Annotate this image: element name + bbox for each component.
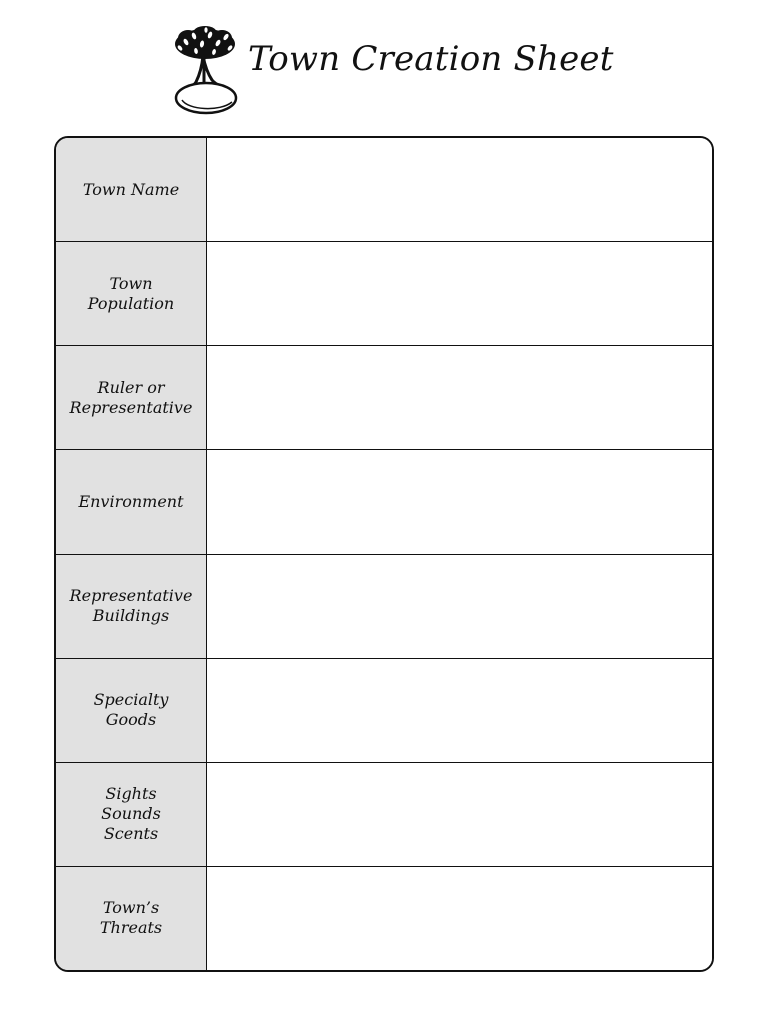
page-title: Town Creation Sheet [248, 39, 614, 79]
town-creation-form [54, 136, 714, 972]
tree-on-rock-icon [166, 24, 244, 118]
form-row-environment [56, 450, 712, 554]
form-row-town-name [56, 138, 712, 242]
ruler-label: Ruler or Representative [69, 377, 193, 417]
row-label-cell [56, 346, 207, 449]
town-name-label: Town Name [82, 179, 180, 199]
form-row-ruler [56, 346, 712, 450]
row-label-cell [56, 242, 207, 345]
sights-sounds-scents-label: Sights Sounds Scents [101, 784, 161, 844]
form-row-buildings [56, 555, 712, 659]
form-row-threats [56, 867, 712, 970]
row-label-cell [56, 138, 207, 241]
page-header [0, 0, 768, 130]
buildings-field[interactable] [207, 555, 712, 658]
threats-label: Town’s Threats [99, 898, 163, 938]
buildings-label: Representative Buildings [69, 586, 193, 626]
environment-label: Environment [78, 491, 184, 511]
row-label-cell [56, 659, 207, 762]
town-name-field[interactable] [207, 138, 712, 241]
specialty-goods-label: Specialty Goods [93, 690, 169, 730]
town-population-label: Town Population [87, 273, 175, 313]
row-label-cell [56, 450, 207, 553]
row-label-cell [56, 763, 207, 866]
form-row-sights-sounds-scents [56, 763, 712, 867]
ruler-field[interactable] [207, 346, 712, 449]
sights-sounds-scents-field[interactable] [207, 763, 712, 866]
specialty-goods-field[interactable] [207, 659, 712, 762]
threats-field[interactable] [207, 867, 712, 970]
town-population-field[interactable] [207, 242, 712, 345]
environment-field[interactable] [207, 450, 712, 553]
form-row-specialty-goods [56, 659, 712, 763]
form-row-town-population [56, 242, 712, 346]
row-label-cell [56, 867, 207, 970]
row-label-cell [56, 555, 207, 658]
